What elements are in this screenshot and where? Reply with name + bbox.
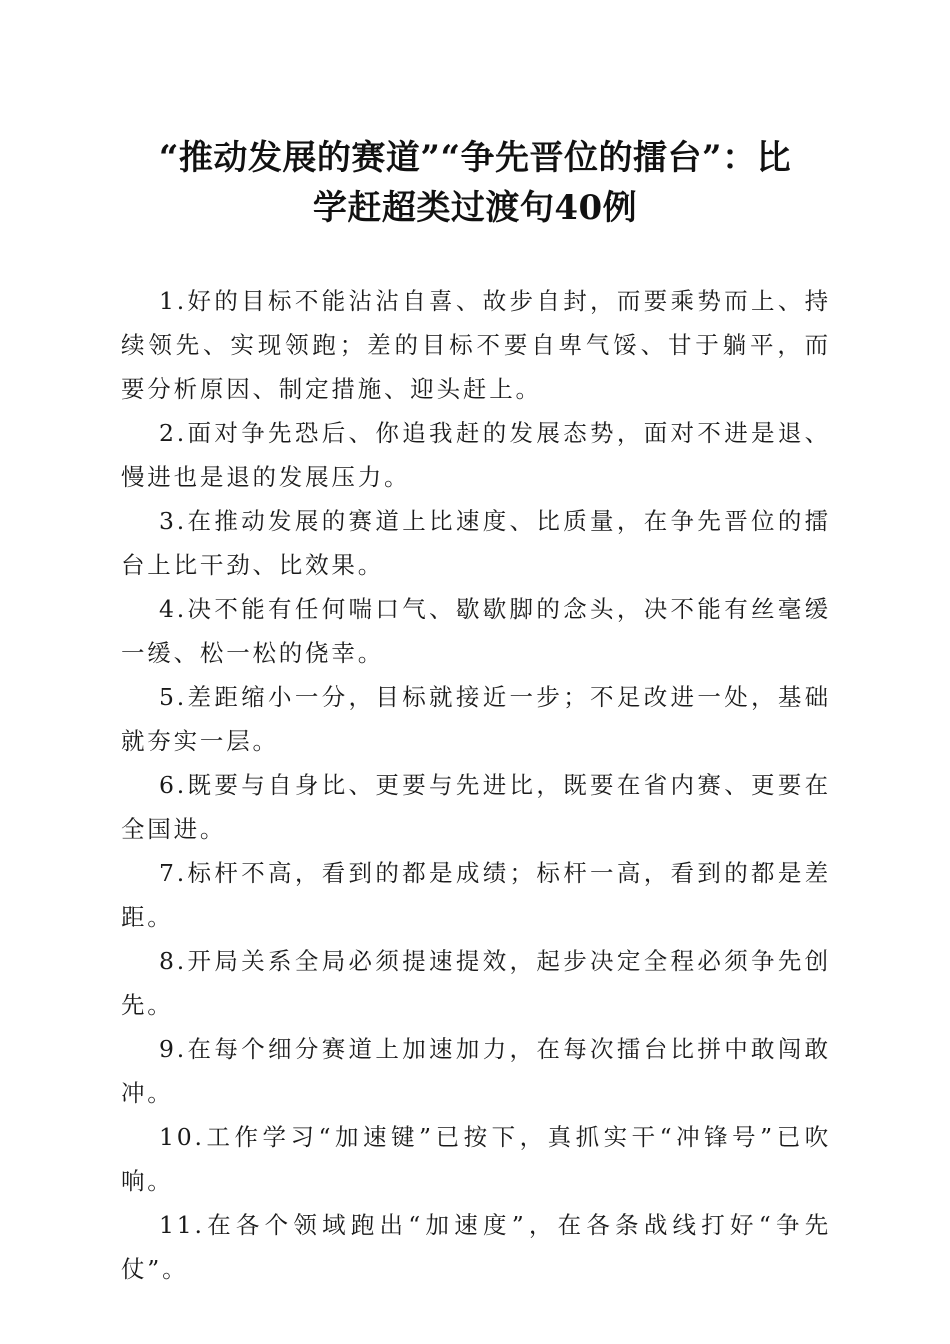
paragraph-11: 11.在各个领域跑出“加速度”，在各条战线打好“争先仗”。 bbox=[121, 1211, 831, 1283]
paragraph-1: 1.好的目标不能沾沾自喜、故步自封，而要乘势而上、持续领先、实现领跑；差的目标不要自卑气馁、甘于躺平，而要分析原因、制定措施、迎头赶上。 bbox=[121, 287, 831, 403]
paragraph-4: 4.决不能有任何喘口气、歇歇脚的念头，决不能有丝毫缓一缓、松一松的侥幸。 bbox=[121, 595, 831, 667]
paragraph-7: 7.标杆不高，看到的都是成绩；标杆一高，看到的都是差距。 bbox=[121, 859, 831, 931]
document-body bbox=[121, 279, 831, 1291]
paragraph-5: 5.差距缩小一分，目标就接近一步；不足改进一处，基础就夯实一层。 bbox=[121, 683, 831, 755]
document-title bbox=[100, 133, 850, 233]
paragraph-10: 10.工作学习“加速键”已按下，真抓实干“冲锋号”已吹响。 bbox=[121, 1123, 831, 1195]
title-line-1: “推动发展的赛道”“争先晋位的擂台”：比 bbox=[158, 138, 792, 178]
paragraph-3: 3.在推动发展的赛道上比速度、比质量，在争先晋位的擂台上比干劲、比效果。 bbox=[121, 507, 831, 579]
paragraph-9: 9.在每个细分赛道上加速加力，在每次擂台比拼中敢闯敢冲。 bbox=[121, 1035, 831, 1107]
paragraph-6: 6.既要与自身比、更要与先进比，既要在省内赛、更要在全国进。 bbox=[121, 771, 831, 843]
title-line-2: 学赶超类过渡句40例 bbox=[312, 188, 638, 228]
paragraph-8: 8.开局关系全局必须提速提效，起步决定全程必须争先创先。 bbox=[121, 947, 831, 1019]
paragraph-2: 2.面对争先恐后、你追我赶的发展态势，面对不进是退、慢进也是退的发展压力。 bbox=[121, 419, 831, 491]
